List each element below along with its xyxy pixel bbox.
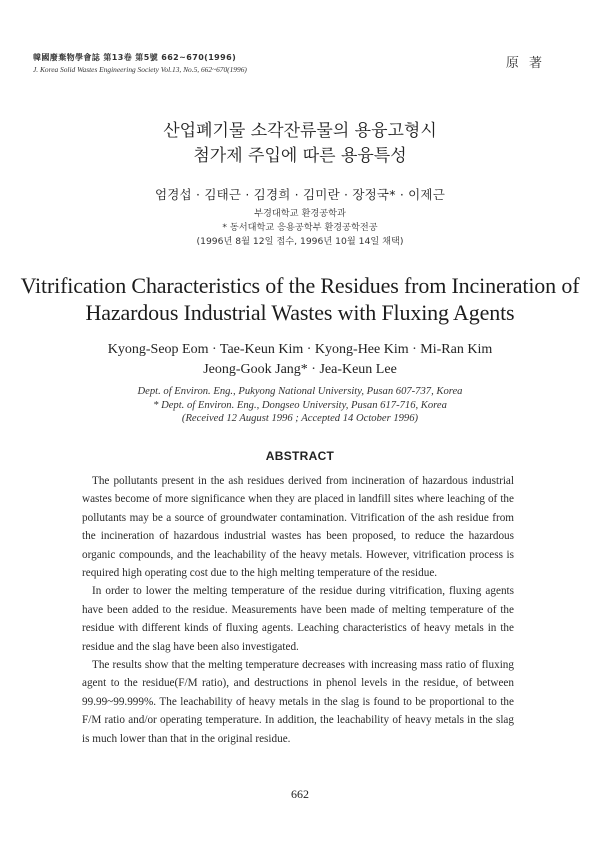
authors-korean: 엄경섭 · 김태근 · 김경희 · 김미란 · 장정국* · 이제근	[154, 187, 445, 202]
article-type-label: 原 著	[505, 56, 545, 71]
received-date-english: (Received 12 August 1996 ; Accepted 14 October 1996)	[181, 413, 419, 424]
page-number: 662	[291, 787, 309, 801]
authors-english	[0, 340, 600, 380]
abstract-heading: ABSTRACT	[265, 449, 335, 463]
affiliations-korean	[0, 207, 600, 249]
affiliation-korean-line2: * 동서대학교 응용공학부 환경공학전공	[222, 222, 378, 233]
abstract-paragraph-1: The pollutants present in the ash residues derived from incineration of hazardous industrial wastes become of more significance when they are placed in landfill sites where leaching of the pollutants may be a source of groundwater contamination. Vitrification of the ash residue from the incineration of hazardous industrial wastes has been proposed, to reduce the hazardous organic compounds, and the leachability of the heavy metals. However, vitrification process is required high operating cost due to the high melting temperature of the residue.	[82, 475, 514, 580]
affiliation-english-line2: * Dept. of Environ. Eng., Dongseo University, Pusan 617-716, Korea	[153, 399, 447, 411]
journal-citation-english: J. Korea Solid Wastes Engineering Society Vol.13, No.5, 662~670(1996)	[33, 65, 247, 74]
affiliation-english-line1: Dept. of Environ. Eng., Pukyong National University, Pusan 607-737, Korea	[137, 386, 463, 397]
authors-english-line2: Jeong-Gook Jang* · Jea-Keun Lee	[203, 362, 397, 377]
authors-english-line1: Kyong-Seop Eom · Tae-Keun Kim · Kyong-Hee Kim · Mi-Ran Kim	[107, 342, 493, 357]
received-date-korean: (1996년 8월 12일 접수, 1996년 10월 14일 채택)	[196, 236, 404, 247]
abstract-paragraph-2: In order to lower the melting temperature of the residue during vitrification, fluxing agents have been added to the residue. Measurements have been made of melting temperature of the residue with different kinds of fluxing agents. Leaching characteristics of heavy metals in the residue and the slag have been also investigated.	[82, 585, 514, 653]
title-english-line2: Hazardous Industrial Wastes with Fluxing Agents	[85, 300, 515, 325]
title-korean	[0, 119, 600, 169]
title-english	[0, 272, 600, 326]
abstract-body	[82, 472, 514, 748]
abstract-paragraph-3: The results show that the melting temperature decreases with increasing mass ratio of fluxing agent to the residue(F/M ratio), and destructions in phenol levels in the residue, of between 99.99~99.999%. The leachability of heavy metals in the slag is found to be proportional to the F/M ratio and/or operating temperature. In addition, the leachability of heavy metals in the slag is much lower than that in the original residue.	[82, 659, 514, 745]
title-korean-line1: 산업폐기물 소각잔류물의 용융고형시	[163, 121, 437, 141]
affiliations-english	[0, 385, 600, 426]
title-english-line1: Vitrification Characteristics of the Residues from Incineration of	[20, 273, 580, 298]
affiliation-korean-line1: 부경대학교 환경공학과	[254, 208, 346, 219]
title-korean-line2: 첨가제 주입에 따른 용융특성	[193, 146, 407, 166]
journal-citation-korean: 韓國廢棄物學會誌 第13卷 第5號 662~670(1996)	[33, 53, 237, 62]
journal-header	[33, 52, 573, 74]
